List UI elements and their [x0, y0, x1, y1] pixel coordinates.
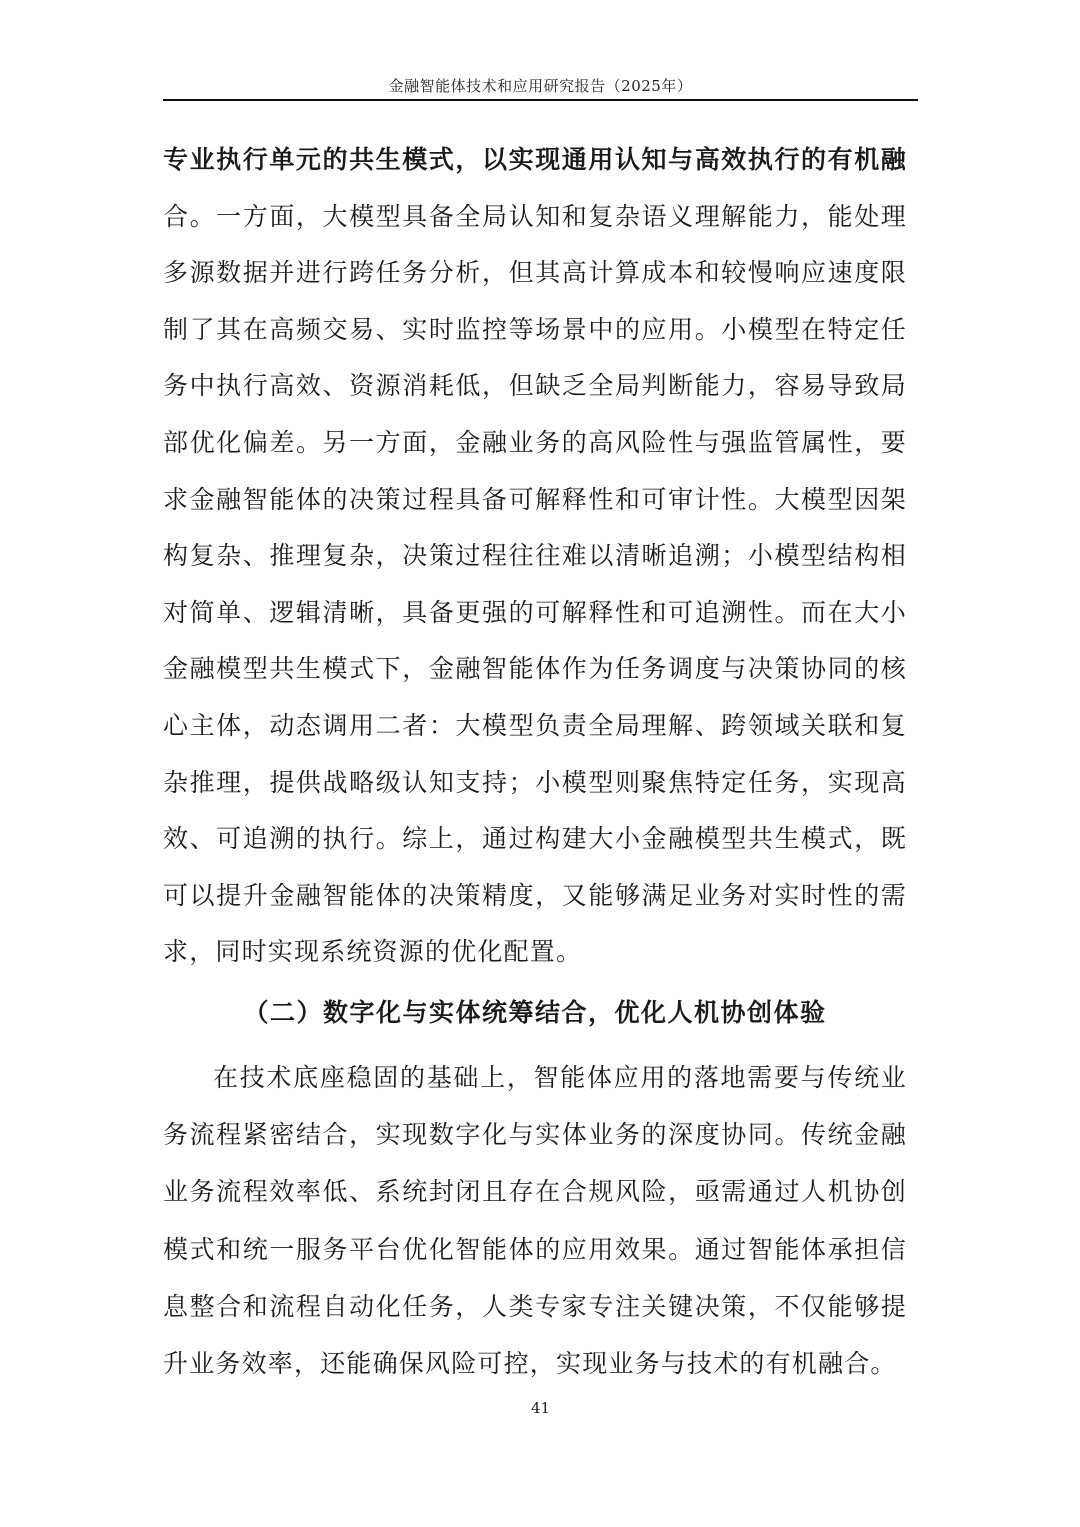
section-heading: （二）数字化与实体统筹结合，优化人机协创体验	[243, 998, 827, 1027]
body-paragraph	[163, 132, 907, 981]
section-paragraph: 在技术底座稳固的基础上，智能体应用的落地需要与传统业务流程紧密结合，实现数字化与实体业务的深度协同。传统金融业务流程效率低、系统封闭且存在合规风险，亟需通过人机协创模式和统一服务平台优化智能体的应用效果。通过智能体承担信息整合和流程自动化任务，人类专家专注关键决策，不仅能够提升业务效率，还能确保风险可控，实现业务与技术的有机融合。	[163, 1063, 907, 1379]
header-divider	[163, 99, 918, 101]
paragraph-text: 合。一方面，大模型具备全局认知和复杂语义理解能力，能处理多源数据并进行跨任务分析，但其高计算成本和较慢响应速度限制了其在高频交易、实时监控等场景中的应用。小模型在特定任务中执行高效、资源消耗低，但缺乏全局判断能力，容易导致局部优化偏差。另一方面，金融业务的高风险性与强监管属性，要求金融智能体的决策过程具备可解释性和可审计性。大模型因架构复杂、推理复杂，决策过程往往难以清晰追溯；小模型结构相对简单、逻辑清晰，具备更强的可解释性和可追溯性。而在大小金融模型共生模式下，金融智能体作为任务调度与决策协同的核心主体，动态调用二者：大模型负责全局理解、跨领域关联和复杂推理，提供战略级认知支持；小模型则聚焦特定任务，实现高效、可追溯的执行。综上，通过构建大小金融模型共生模式，既可以提升金融智能体的决策精度，又能够满足业务对实时性的需求，同时实现系统资源的优化配置。	[163, 201, 907, 967]
page-number: 41	[530, 1399, 551, 1417]
bold-lead-text: 专业执行单元的共生模式，以实现通用认知与高效执行的有机融	[163, 145, 907, 174]
running-header: 金融智能体技术和应用研究报告（2025年）	[388, 77, 693, 95]
